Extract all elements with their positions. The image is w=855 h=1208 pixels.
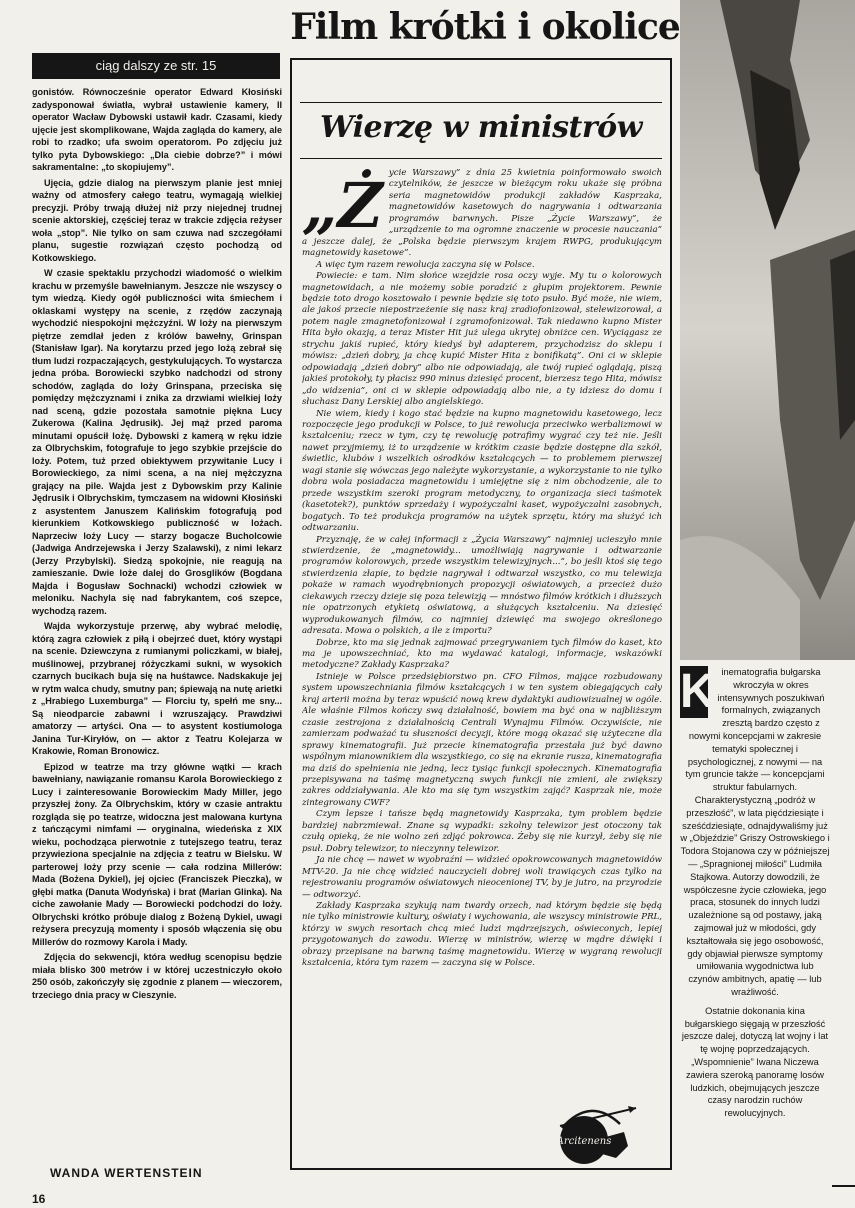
boxed-article-title: Wierzę w ministrów [319, 110, 643, 145]
page-title: Film krótki i okolice [290, 6, 680, 48]
left-paragraph: Zdjęcia do sekwencji, która według scenopisu będzie miała blisko 300 metrów i w której uczestniczyło około 250 osób, zakończyły się zgodnie z planem — wieczorem, trzeciego dnia pracy w Cieszynie. [32, 952, 282, 1000]
arrow-head [628, 1106, 636, 1113]
box-paragraph: Istnieje w Polsce przedsiębiorstwo pn. CFO Filmos, mające rozbudowany system upowszechniania filmów kształcących i w ten system obiegających cały kraj arterii można by teraz wpuścić nową krew dydaktyki audiowizualnej w ogóle. Ale właśnie Filmos kończy swą działalność, bowiem ma być ona w najbliższym czasie zestrojona z działalnością Centrali Wynajmu Filmów. Oczywiście, nie zamierzam podważać tu słuszności decyzji, które mogą okazać się użyteczne dla sprawy kinematografii. Już przecie kinematografia przestała już być dawno wspólnym mianownikiem dla wszystkiego, co się na ekranie rusza, kinematografia ma dziś do spełnienia nie jedną, lecz tysiąc funkcji społecznych. Kinematografia przepisywana na taśmę magnetyczną swych funkcji nie zmieni, ale zwiększy zakres oddziaływania. Ale kto ma się tym wszystkim zająć? Kasprzak nie, może zintegrowany CWF? [302, 671, 662, 808]
right-article [680, 666, 830, 1186]
boxed-article [290, 58, 672, 1170]
page-number: 16 [32, 1192, 46, 1206]
title-rule-top [300, 102, 662, 103]
boxed-article-body [302, 168, 662, 1086]
box-paragraph: Dobrze, kto ma się jednak zajmować przegrywaniem tych filmów do kaset, kto ma je upowszechniać, kto ma wydawać katalogi, informacje, wskazówki metodyczne? Zakłady Kasprzaka? [302, 637, 662, 671]
lead-paragraph [302, 168, 662, 260]
continuation-banner: ciąg dalszy ze str. 15 [32, 53, 280, 79]
left-paragraph: Epizod w teatrze ma trzy główne wątki — krach bawełniany, nawiązanie romansu Karola Borowieckiego z Lucy i zainteresowanie Borowieckim Mady Miller, jego przyszłej żony. Za Olbrychskim, który w czasie antraktu rozgląda się po teatrze, widoczna jest malowana kurtyna z tańczącymi nimfami — oryginalna, wiedeńska z XIX wieku, pochodząca pierwotnie z tutejszego teatru, teraz przywieziona specjalnie na zdjęcia z teatru w Bielsku. W parterowej loży przy scenie — cała rodzina Millerów: Mada (Bożena Dykiel), jej ojciec (Franciszek Pieczka), w głębi matka (Danuta Wodyńska) i brat (Marian Glinka). Na ciche zawołanie Mady — Borowiecki podchodzi do loży. Olbrychski krótko próbuje dialog z Bożeną Dykiel, uwagi reżysera precyzują momenty i sposób włączenia się obu Millerów do rozmowy Karola i Mady. [32, 761, 282, 947]
column-end-rule [832, 1185, 855, 1187]
left-article [32, 86, 282, 1164]
left-paragraph: Wajda wykorzystuje przerwę, aby wybrać melodię, którą zagra człowiek z piłą i obejrzeć duet, który wystąpi na scenie. Dziewczyna z rumianymi policzkami, w białej, muślinowej, przybranej różyczkami sukni, w wysokich czarnych bucikach buja się na huśtawce. Nadskakuje jej w rytm walca chudy, smutny pan; śpiewają na nutę arietki z „Hrabiego Luxemburga” — Florciu ty, spełń me sny... Są nieodparcie zabawni i wzruszający. Prawdziwi amatorzy — artyści. Ona — to asystent kostiumologa Janina Tur-Kiryłów, on — aktor z Teatru Kolejarza w Krakowie, Roman Bronowicz. [32, 621, 282, 756]
drop-cap: „Ż [302, 169, 383, 242]
box-paragraph: Czym lepsze i tańsze będą magnetowidy Kasprzaka, tym problem będzie bardziej nabrzmiewał. Znane są wypadki: szkolny telewizor jest otoczony tak czułą opieką, że nie wolno zeń zdjąć pokrowca. Żeby się nie kurzył, żeby się nie psuł. Dobry telewizor, to nieczynny telewizor. [302, 809, 662, 854]
archer-logo [532, 1088, 652, 1168]
photo-image [680, 0, 855, 660]
right-paragraph-text: inematografia bułgarska wkroczyła w okres intensywnych poszukiwań formalnych, związanych zresztą bardzo często z nowymi koncepcjami w zakresie tematyki społecznej i psychologicznej, z nowymi — na tym gruncie także — koncepcjami struktur fabularnych. Charakterystyczną „podróż w przeszłość”, w lata pięćdziesiąte i sześćdziesiąte, odnajdywaliśmy już w „Objeździe” Griszy Ostrowskiego i Todora Stojanowa czy w późniejszej — „Spragnionej miłości” Ludmiła Stajkowa. Autorzy dowodzili, że współczesne życie człowieka, jego praca, stosunek do innych ludzi uzależnione są od postawy, jaką zajmował już w młodości, gdy kształtowała się jego osobowość, gdy objawiał pierwsze symptomy umiłowania wygodnictwa lub czynów ambitnych, apatię — lub wrażliwość. [680, 667, 830, 997]
left-paragraph: gonistów. Równocześnie operator Edward Kłosiński zadysponował światła, wybrał ustawienie kamery, II operator Wacław Dybowski ustawił kadr. Czasami, kiedy ujęcie jest skomplikowane, Wajda zagląda do kamery, ale robi to rzadko; ufa swoim operatorom. Po zdjęciu już tylko pyta Dybowskiego: „Dla ciebie dobrze?” i mówi sakramentalne: „to skopiujemy”. [32, 87, 282, 172]
left-paragraph: Ujęcia, gdzie dialog na pierwszym planie jest mniej ważny od atmosfery całego teatru, wymagają wielkiej precyzji. Próby trwają dłużej niż przy niejednej trudnej scenie aktorskiej, częściej teraz w trakcie zdjęcia reżyser woła „stop”. Nie tylko on sam czuwa nad szczegółami planu, sugestie rozwiązań często pochodzą od Kotkowskiego. [32, 177, 282, 263]
right-paragraph [680, 666, 830, 999]
box-paragraph: Zakłady Kasprzaka szykują nam twardy orzech, nad którym będzie się będą nie tylko ministrowie kultury, oświaty i wychowania, ale wszyscy ministrowie PRL, którzy w swych resortach chcą mieć ludzi mądrzejszych, oświeconych, lepiej przygotowanych do zawodu. Wierzę w ministrów, wierzę w mądre dźwięki i obrazy przepisane na barwną taśmę magnetowidu. Wierzę w wygraną rewolucji kształcenia, która tym razem — zaczyna się w Polsce. [302, 901, 662, 969]
logo-text: Arcitenens [556, 1136, 612, 1147]
lead-text: ycie Warszawy” z dnia 25 kwietnia poinformowało swoich czytelników, że jeszcze w bieżącym roku ukaże się próbna seria magnetowidów produkcji zakładów Kasprzaka, magnetowidów kasetowych do nagrywania i odtwarzania programów barwnych. Pisze „Życie Warszawy”, że „urządzenie to ma ogromne znaczenie w procesie nauczania” a jeszcze dalej, że „Polska będzie pierwszym krajem RWPG, produkującym magnetowidy kasetowe”. [302, 168, 662, 259]
box-paragraph: Nie wiem, kiedy i kogo stać będzie na kupno magnetowidu kasetowego, lecz rozpoczęcie jego produkcji w Polsce, to już rewolucja przeciwko werbalizmowi w kształceniu; rzecz w tym, czy tę rewolucję potrafimy wygrać czy też nie. Jeśli nawet przyjmiemy, iż to urządzenie w krótkim czasie będzie dostępne dla szkół, świetlic, klubów i wszelkich ośrodków kształcących — to problemem pierwszej wagi stanie się wówczas jego należyte wykorzystanie, a wykorzystanie to nie tylko dobra wola posiadacza magnetowidu i umiejętne się z nim obchodzenie, ale to przede wszystkim szeroki program metodyczny, to organizacja sieci taśmotek (kasetotek?), punktów sprzedaży i wypożyczalni kaset, wypożyczalni zasobnych, bogatych. To też produkcja programów na użytek sprzętu, który ma służyć ich odtwarzaniu. [302, 408, 662, 534]
box-paragraph: A więc tym razem rewolucja zaczyna się w Polsce. [316, 259, 535, 270]
box-paragraph: Ja nie chcę — nawet w wyobraźni — widzieć opokrowcowanych magnetowidów MTV-20. Ja nie chcę widzieć nauczycieli dobrej woli trawiących czas tylko na rejestrowaniu programów oświatowych nieocenionej TV, by je jutro, na przyrodzie — odtworzyć. [302, 855, 662, 900]
box-paragraph: Przyznaję, że w całej informacji z „Życia Warszawy” najmniej ucieszyło mnie stwierdzenie, że „magnetowidy... umożliwiają nagrywanie i odtwarzanie programów kolorowych, przede wszystkim telewizyjnych...”, bo jeśli ktoś się tego stwierdzenia złapie, to będzie nagrywał i odtwarzał wszystko, co mu telewizja pokaże w ramach wyodrębnionych propozycji oświatowych, a przecież dużo ciekawych rzeczy dzieje się poza telewizją — mnóstwo filmów krótkich i dłuższych nie opatrzonych etykietą oświatową, a służących kształceniu. Na dziesięć wyprodukowanych filmów, co najmniej dziewięć ma swojego określonego adresata. Mowa o polskich, a ile z importu? [302, 534, 662, 637]
box-paragraph: Powiecie: e tam. Nim słońce wzejdzie rosa oczy wyje. My tu o kolorowych magnetowidach, a nie możemy sobie poradzić z głupim projektorem. Pewnie będzie toto drogo kosztowało i pewnie będzie się toto psuło. Być może, nie wiem, ale jakoś przecie niepostrzeżenie się nasz kraj zradiofonizował, stelewizorował, a potem nagle zmagnetofonizował i zgramofonizował. Tak niedawno kupno Mister Hita było okazją, a teraz Mister Hit już ulega ukrytej obniżce cen. Wyciągasz ze strychu jakiś rupieć, który kiedyś był adapterem, przychodzisz do sklepu i mówisz: „dzień dobry, ja chcę kupić Mister Hita z bonifikatą”. Oni ci w sklepie odpowiadają „dzień dobry” albo nie odpowiadają, ale twój rupieć oglądają, piszą jakieś protokoły, ty płacisz 990 minus dziesięć procent, bierzesz tego Hita, mówisz „do widzenia”, oni ci w sklepie odpowiadają albo nie, a ty idziesz do domu i słuchasz Dany Lerskiej albo angielskiego. [302, 271, 662, 408]
title-rule-bottom [300, 158, 662, 159]
author-byline: WANDA WERTENSTEIN [50, 1166, 203, 1180]
drop-cap-k: K [680, 666, 715, 718]
film-still-photo [680, 0, 855, 660]
left-paragraph: W czasie spektaklu przychodzi wiadomość o wielkim krachu w przemyśle bawełnianym. Jeszcze nie wszyscy o tym wiedzą. Kiedy ogół publiczności wita śmiechem i oklaskami występy na scenie, z rzędów zaczynają wychodzić niespokojni mężczyźni. W loży na pierwszym piętrze zemdlał jeden z królów bawełny, Grinspan (Stanisław Igar). Na korytarzu przed jego lożą zebrał się tłum ludzi rozpaczających, gestykulujących. To wystarcza jedna próba. Borowiecki szybko nadchodzi od strony schodów, zagląda do loży Grinspana, przeciska się pomiędzy mężczyznami i znika za drzwiami wielkiej loży nad sceną, gdzie pozostała samotnie piękna Lucy Zukerowa (Kalina Jędrusik). Jej mąż przed paroma minutami opuścił lożę. Dybowski z kamerą w ręku idzie za Olbrychskim, fotografuje to jego szybkie przejście do loży. Potem, tuż przed obiektywem przywitanie Lucy i Borowieckiego, za nimi scena, a na niej mężczyzna grający na pile. Wajda jest z Dybowskim przy Kalinie Jędrusik i Olbrychskim, tymczasem na widowni Kłosiński z asystentem Januszem Kalińskim fotografują pod kierunkiem Kotkowskiego publiczność w lożach. Naprzeciw loży Lucy — starzy bogacze Bucholcowie (Jadwiga Andrzejewska i Jerzy Szalawski), z nimi lekarz (Jerzy Przybylski). Siedzą spokojnie, nie reagują na zamieszanie. Dwie loże dalej do Grosglików (Bogdana Majda i Bogusław Sochnacki) wchodzi człowiek w meloniku. Nachyla się nad fabrykantem, coś szepce, wychodzą razem. [32, 268, 282, 616]
right-paragraph: Ostatnie dokonania kina bułgarskiego sięgają w przeszłość jeszcze dalej, dotyczą lat wojny i lat tę wojnę poprzedzających. „Wspomnienie” Iwana Niczewa zawiera szeroką panoramę losów ludzkich, obejmujących jeszcze czasy narodzin ruchów rewolucyjnych. [681, 1005, 829, 1119]
